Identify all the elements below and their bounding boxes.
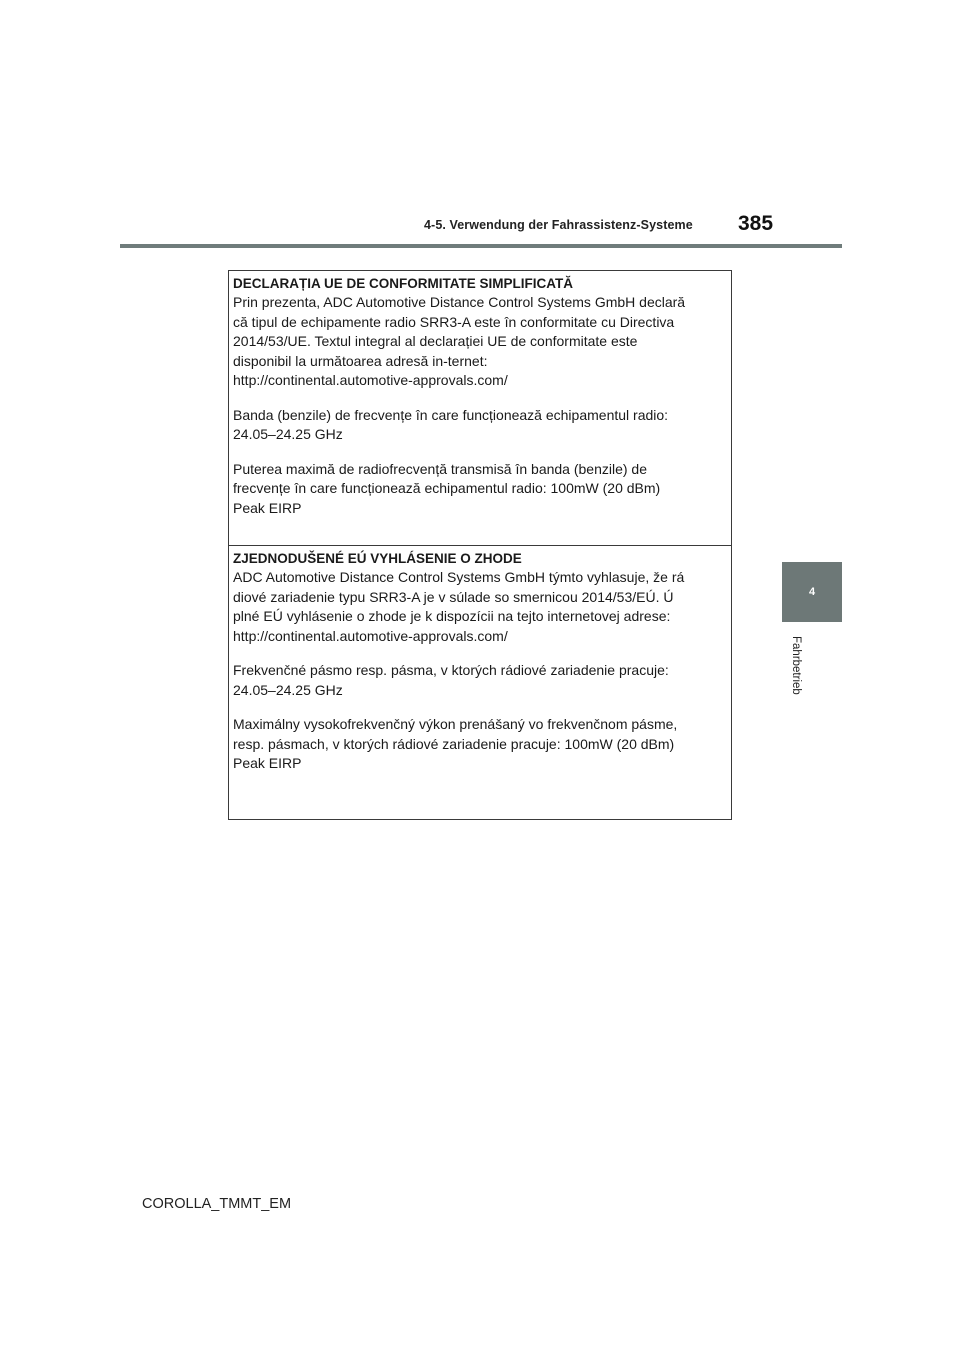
max-power-paragraph: Puterea maximă de radiofrecvență transmisă în banda (benzile) de frecvențe în care funcționează echipamentul radio: 100mW (20 dBm) Peak EIRP — [233, 460, 661, 516]
declaration-title: ZJEDNODUŠENÉ EÚ VYHLÁSENIE O ZHODE — [233, 551, 522, 566]
frequency-band-paragraph: Banda (benzile) de frecvențe în care funcționează echipamentul radio: 24.05–24.25 GHz — [233, 406, 669, 442]
declaration-romanian — [229, 271, 731, 545]
conformity-declaration-box — [228, 270, 732, 820]
section-heading: 4-5. Verwendung der Fahrassistenz-Systeme — [424, 218, 693, 232]
declaration-paragraph: ADC Automotive Distance Control Systems GmbH týmto vyhlasuje, že rá diové zariadenie typu SRR3-A je v súlade so smernicou 2014/53/EÚ. Ú plné EÚ vyhlásenie o zhode je k dispozícii na tejto internetovej adrese: http://continental.automotive-approvals.com/ — [233, 569, 685, 644]
chapter-tab: 4 — [782, 562, 842, 622]
document-code: COROLLA_TMMT_EM — [142, 1196, 292, 1212]
declaration-paragraph: Prin prezenta, ADC Automotive Distance Control Systems GmbH declară că tipul de echipamente radio SRR3-A este în conformitate cu Directiva 2014/53/UE. Textul integral al declarației UE de conformitate este disponibil la următoarea adresă in-ternet: http://continental.automotive-approvals.com/ — [233, 294, 686, 388]
page-number: 385 — [738, 212, 774, 235]
declaration-title: DECLARAȚIA UE DE CONFORMITATE SIMPLIFICATĂ — [233, 276, 573, 291]
frequency-band-paragraph: Frekvenčné pásmo resp. pásma, v ktorých rádiové zariadenie pracuje: 24.05–24.25 GHz — [233, 662, 669, 698]
chapter-label: Fahrbetrieb — [790, 636, 802, 695]
max-power-paragraph: Maximálny vysokofrekvenčný výkon prenášaný vo frekvenčnom pásme, resp. pásmach, v ktorých rádiové zariadenie pracuje: 100mW (20 dBm) Peak EIRP — [233, 716, 678, 771]
declaration-slovak — [229, 545, 731, 819]
header-divider — [120, 244, 842, 248]
